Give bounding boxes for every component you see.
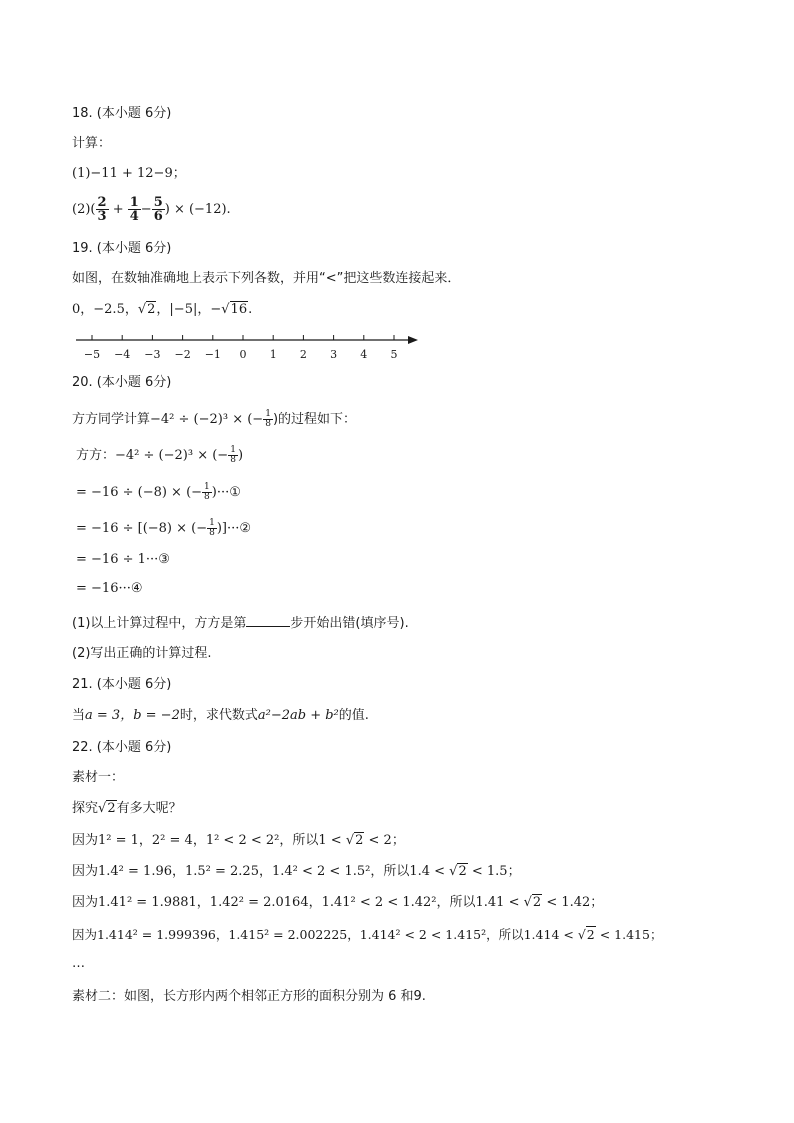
frac-den: 6: [153, 209, 163, 224]
explore-b: 有多大呢？: [116, 801, 182, 816]
q22-material2: 素材二：如图，长方形内两个相邻正方形的面积分别为 6 和9.: [72, 989, 426, 1004]
prompt-b: )的过程如下：: [272, 412, 357, 427]
reason1-a: 因为1² = 1，2² = 4，1² < 2 < 2²，所以1 <: [72, 833, 346, 848]
axis-tick-label: 5: [390, 348, 398, 361]
part2-lead: (2)(: [72, 202, 96, 217]
plus-sign: +: [112, 202, 124, 217]
fraction-5-6: [152, 196, 165, 223]
axis-tick-label: −4: [114, 348, 131, 361]
nums-b: ，|−5|，−: [156, 302, 222, 317]
reason1-b: < 2；: [364, 833, 405, 848]
step2-tail: )]···②: [216, 521, 252, 536]
q20-step3: = −16 ÷ 1···③: [76, 552, 170, 567]
q19-numbers: [72, 301, 252, 319]
axis-tick-label: −5: [83, 348, 101, 361]
prompt-expr: −4² ÷ (−2)³ × (−: [150, 412, 264, 427]
explore-a: 探究: [72, 801, 99, 816]
sqrt-2: √2: [449, 864, 467, 879]
q20-ask2: (2)写出正确的计算过程.: [72, 646, 212, 661]
frac-den: 8: [230, 455, 236, 465]
axis-tick-label: −2: [174, 348, 191, 361]
q20-step0: [76, 446, 243, 465]
q21-question: [72, 707, 369, 725]
axis-tick-label: 3: [330, 348, 338, 361]
step2-expr: = −16 ÷ [(−8) × (−: [76, 521, 208, 536]
answer-blank[interactable]: [246, 614, 290, 627]
fraction-1-8: [202, 483, 212, 502]
sqrt-2: √2: [345, 833, 364, 848]
radicand: 2: [107, 801, 116, 816]
axis-tick-label: −3: [144, 348, 161, 361]
radicand: 2: [458, 864, 467, 879]
reason2-a: 因为1.4² = 1.96，1.5² = 2.25，1.4² < 2 < 1.5²，所以1.4 <: [72, 864, 450, 879]
axis-tick-label: −1: [204, 348, 221, 361]
sqrt-2: √2: [137, 302, 156, 317]
reason4-b: < 1.415；: [595, 927, 663, 942]
q21-header: 21. (本小题 6分): [72, 677, 172, 692]
q22-reason1: [72, 832, 405, 850]
radicand: 2: [355, 833, 364, 848]
reason3-b: < 1.42；: [542, 895, 604, 910]
radicand: 16: [230, 302, 248, 317]
fraction-1-8: [207, 519, 217, 538]
step0-tail: ): [237, 448, 244, 463]
q18-prompt: 计算：: [72, 136, 112, 151]
text-a: 当: [72, 708, 86, 723]
number-line: [72, 328, 432, 364]
axis-tick-label: 0: [239, 348, 247, 361]
frac-num: 1: [209, 518, 215, 528]
nums-a: 0，−2.5，: [72, 302, 138, 317]
nums-c: .: [248, 302, 253, 317]
step0-lead: 方方：: [76, 448, 116, 463]
axis-arrow: [408, 336, 418, 344]
q22-reason3: [72, 894, 603, 912]
axis-tick-label: 4: [360, 348, 368, 361]
q22-header: 22. (本小题 6分): [72, 740, 172, 755]
radicand: 2: [586, 927, 595, 942]
frac-num: 1: [265, 409, 271, 419]
q22-material1: 素材一：: [72, 770, 125, 785]
q20-ask1: [72, 614, 409, 633]
reason4-a: 因为1.414² = 1.999396，1.415² = 2.002225，1.414² < 2 < 1.415²，所以1.414 <: [72, 927, 578, 942]
q19-prompt: 如图，在数轴准确地上表示下列各数，并用“<”把这些数连接起来．: [72, 271, 461, 286]
frac-den: 8: [265, 419, 271, 429]
frac-num: 1: [204, 482, 210, 492]
frac-den: 8: [209, 528, 215, 538]
q18-part1: (1)−11 + 12−9；: [72, 166, 186, 181]
frac-den: 4: [129, 209, 139, 224]
q19-header: 19. (本小题 6分): [72, 241, 172, 256]
ask1-a: (1)以上计算过程中，方方是第: [72, 616, 247, 631]
sqrt-2: √2: [523, 895, 542, 910]
text-c: 的值.: [338, 708, 369, 723]
step1-tail: )···①: [211, 485, 241, 500]
q20-prompt: [72, 410, 356, 429]
sqrt-2: √2: [577, 927, 595, 942]
q18-header: 18. (本小题 6分): [72, 106, 172, 121]
sqrt-16: √16: [221, 302, 248, 317]
fraction-1-4: [128, 196, 141, 223]
frac-num: 2: [97, 195, 107, 210]
axis-tick-label: 1: [269, 348, 277, 361]
radicand: 2: [147, 302, 156, 317]
frac-den: 3: [97, 209, 107, 224]
radicand: 2: [532, 895, 542, 910]
step1-expr: = −16 ÷ (−8) × (−: [76, 485, 203, 500]
q20-header: 20. (本小题 6分): [72, 375, 172, 390]
sqrt-2: √2: [98, 801, 116, 816]
q20-step1: [76, 483, 241, 502]
q22-reason2: [72, 863, 521, 881]
axis-tick-label: 2: [299, 348, 307, 361]
frac-num: 1: [230, 445, 236, 455]
ask1-b: 步开始出错(填序号).: [290, 616, 409, 631]
fraction-2-3: [96, 196, 109, 223]
fraction-1-8: [228, 446, 238, 465]
q22-ellipsis: …: [72, 956, 85, 971]
q22-reason4: [72, 926, 662, 944]
reason3-a: 因为1.41² = 1.9881，1.42² = 2.0164，1.41² < 2 < 1.42²，所以1.41 <: [72, 895, 524, 910]
q22-explore: [72, 800, 182, 818]
text-b: 时，求代数式: [179, 708, 258, 723]
frac-num: 1: [129, 195, 139, 210]
axis-ticks: [84, 335, 398, 361]
reason2-b: < 1.5；: [467, 864, 521, 879]
q20-step4: = −16···④: [76, 581, 143, 596]
minus-sign: −: [140, 202, 152, 217]
prompt-a: 方方同学计算: [72, 412, 151, 427]
condition-expr: a = 3，b = −2: [85, 708, 180, 723]
part2-tail: ) × (−12).: [164, 202, 231, 217]
frac-den: 8: [204, 492, 210, 502]
fraction-1-8: [263, 410, 273, 429]
algebraic-expr: a²−2ab + b²: [257, 708, 339, 723]
q18-part2: [72, 196, 231, 223]
q20-step2: [76, 519, 251, 538]
step0-expr: −4² ÷ (−2)³ × (−: [115, 448, 229, 463]
frac-num: 5: [153, 195, 163, 210]
